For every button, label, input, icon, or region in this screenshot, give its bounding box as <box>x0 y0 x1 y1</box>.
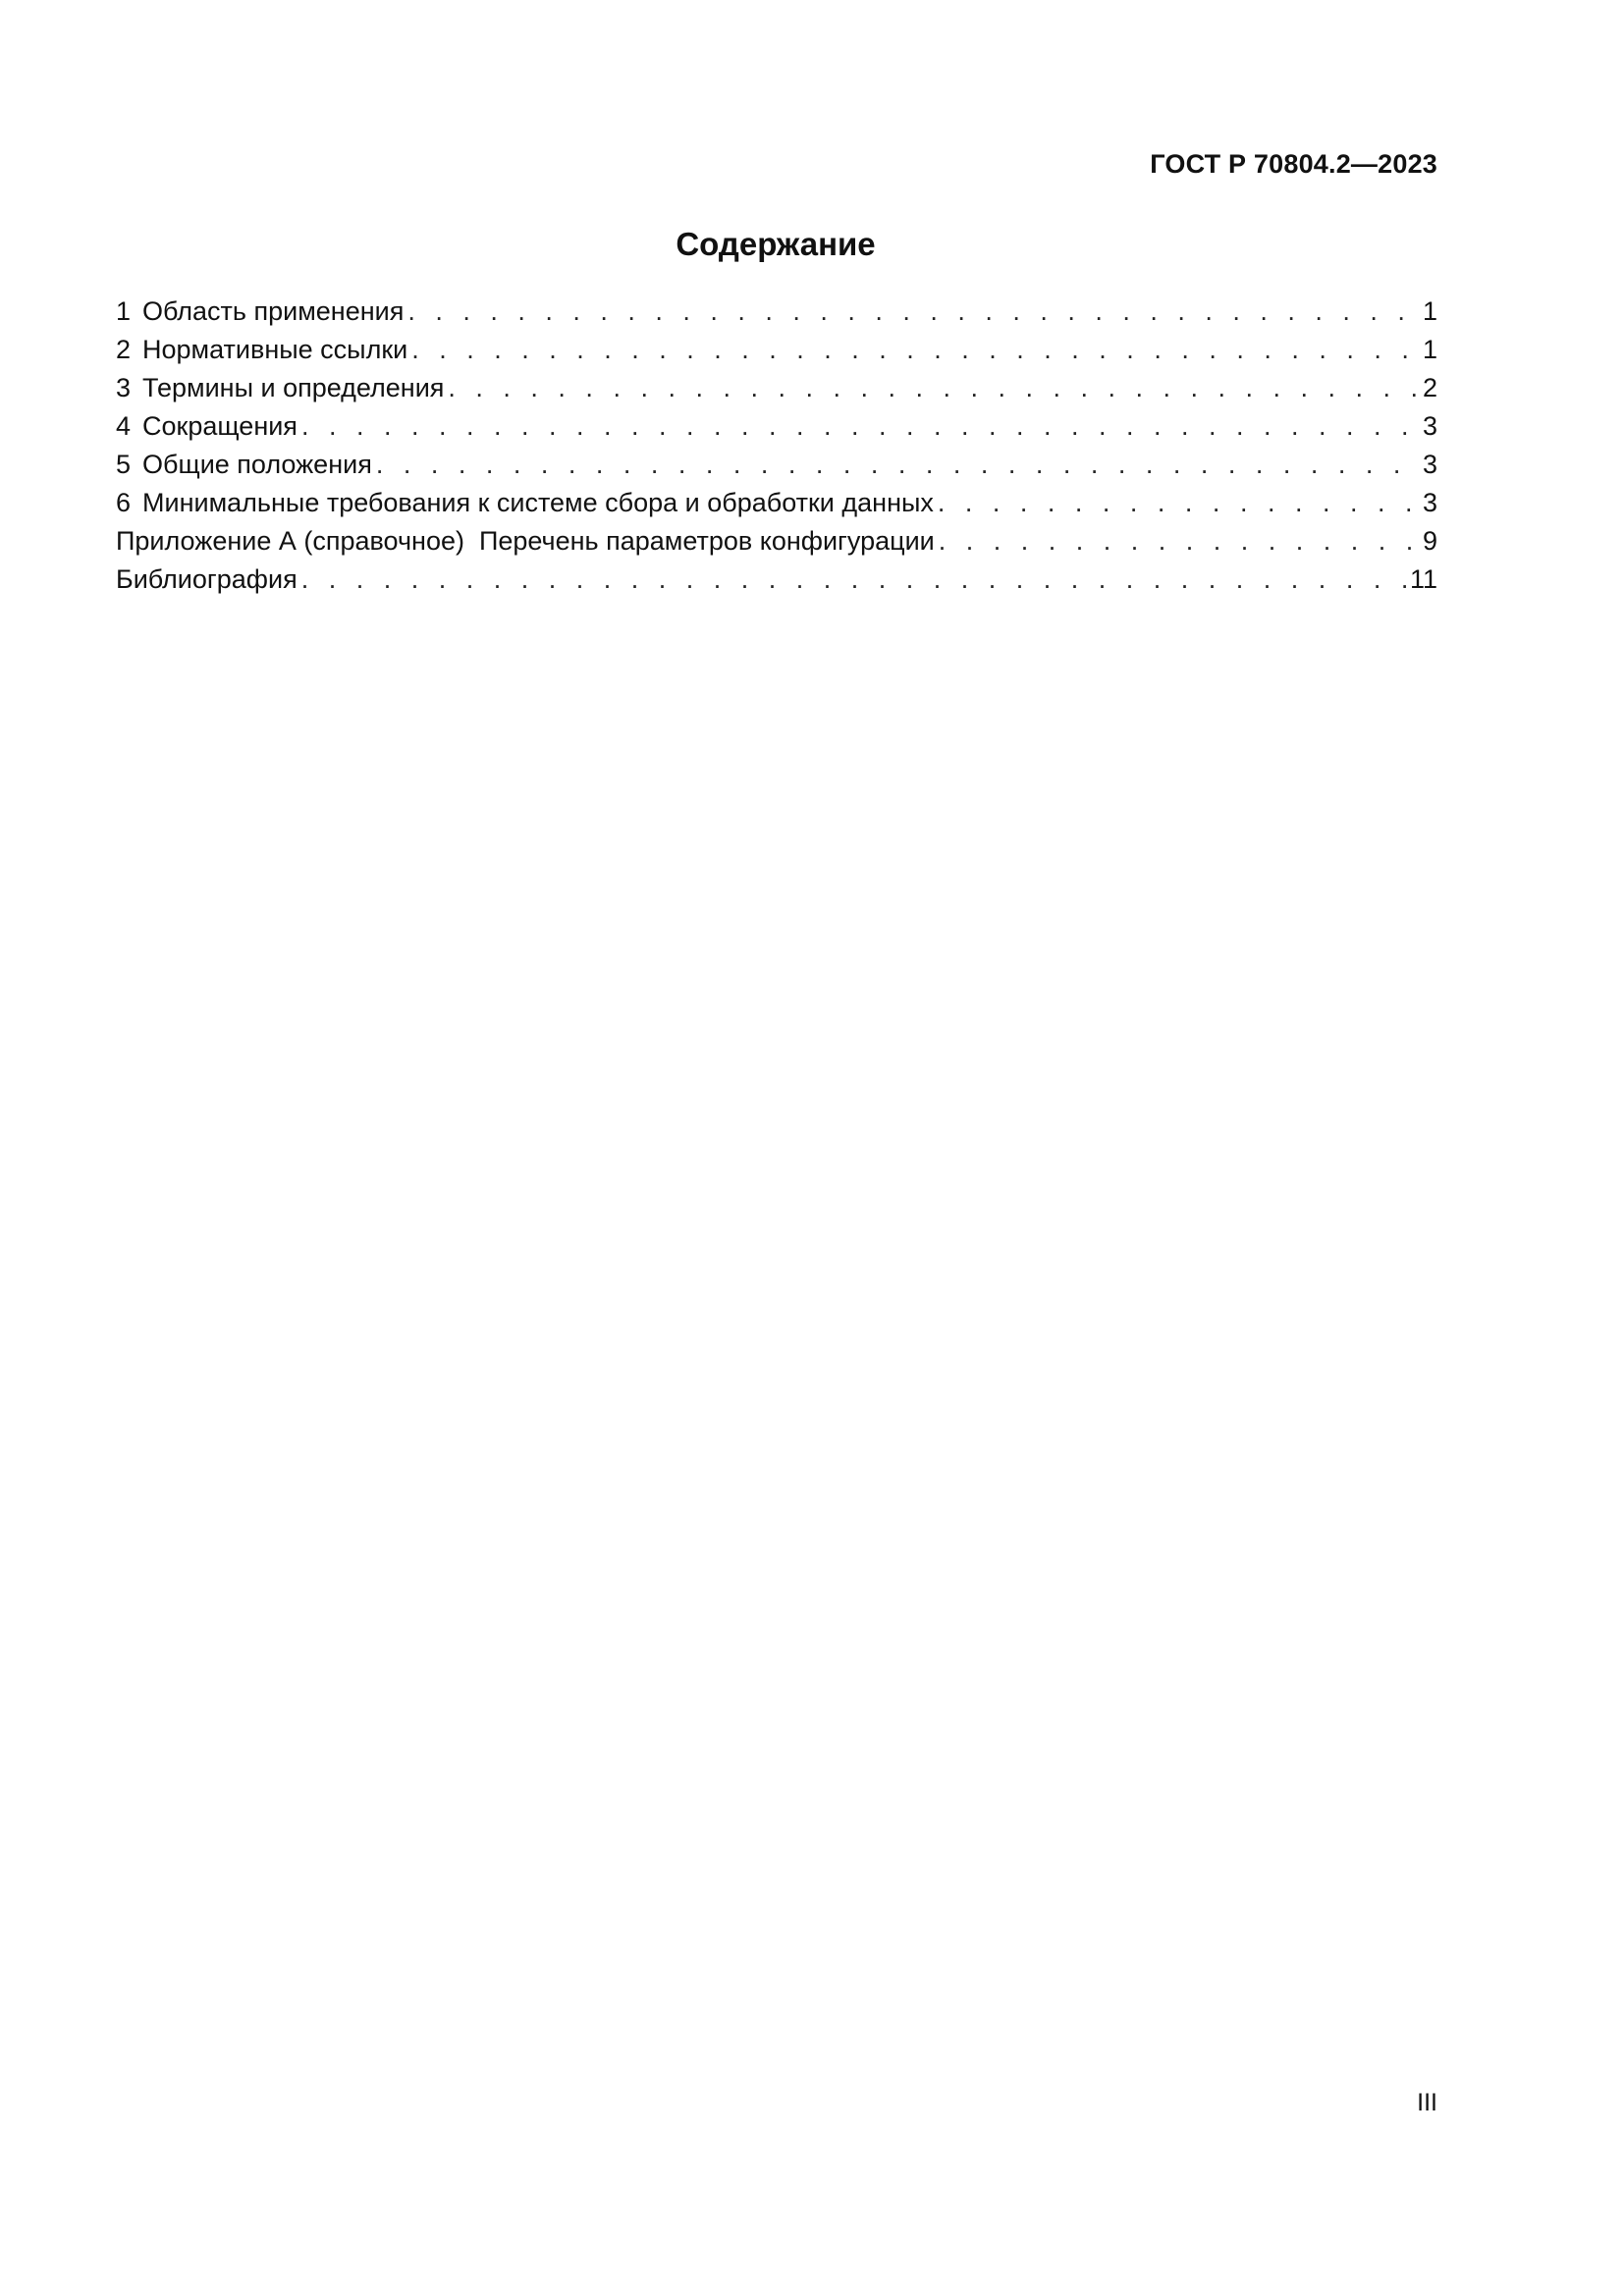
toc-item-number: 4 <box>116 411 132 441</box>
page-number: III <box>1417 2089 1437 2116</box>
toc-item-page: 3 <box>1422 488 1437 517</box>
toc-item[interactable] <box>116 484 1437 522</box>
toc-item[interactable] <box>116 446 1437 484</box>
toc-item-label: Библиография <box>116 564 298 594</box>
toc-item-page: 9 <box>1422 526 1437 556</box>
toc-item-number: 3 <box>116 373 132 402</box>
toc-item-page: 3 <box>1422 411 1437 441</box>
toc-leader-dots <box>407 293 1419 331</box>
toc-item-page: 11 <box>1409 564 1437 594</box>
toc-leader-dots <box>448 369 1419 407</box>
toc-item-label: Термины и определения <box>142 373 445 402</box>
toc-item-page: 2 <box>1422 373 1437 402</box>
toc-item[interactable] <box>116 331 1437 369</box>
toc-leader-dots <box>938 484 1419 522</box>
toc-item-label: Область применения <box>142 296 405 326</box>
toc-item-number: 1 <box>116 296 132 326</box>
toc-item-page: 1 <box>1422 335 1437 364</box>
toc-leader-dots <box>411 331 1419 369</box>
toc-leader-dots <box>301 561 1406 599</box>
toc-item-bibliography[interactable] <box>116 561 1437 599</box>
table-of-contents <box>116 293 1437 599</box>
toc-item-label: Приложение А (справочное) Перечень параметров конфигурации <box>116 526 935 556</box>
toc-title: Содержание <box>676 226 876 262</box>
toc-item[interactable] <box>116 407 1437 446</box>
toc-item-label: Минимальные требования к системе сбора и обработки данных <box>142 488 934 517</box>
toc-item-number: 5 <box>116 450 132 479</box>
toc-item-label: Сокращения <box>142 411 298 441</box>
toc-item-label: Общие положения <box>142 450 372 479</box>
toc-item-number: 6 <box>116 488 132 517</box>
document-code: ГОСТ Р 70804.2—2023 <box>1150 149 1437 179</box>
toc-item-page: 1 <box>1422 296 1437 326</box>
toc-item[interactable] <box>116 293 1437 331</box>
toc-item-label: Нормативные ссылки <box>142 335 408 364</box>
toc-item-number: 2 <box>116 335 132 364</box>
toc-leader-dots <box>376 446 1419 484</box>
toc-leader-dots <box>939 522 1419 561</box>
toc-item-page: 3 <box>1422 450 1437 479</box>
toc-leader-dots <box>301 407 1419 446</box>
toc-item[interactable] <box>116 369 1437 407</box>
toc-item-appendix[interactable] <box>116 522 1437 561</box>
